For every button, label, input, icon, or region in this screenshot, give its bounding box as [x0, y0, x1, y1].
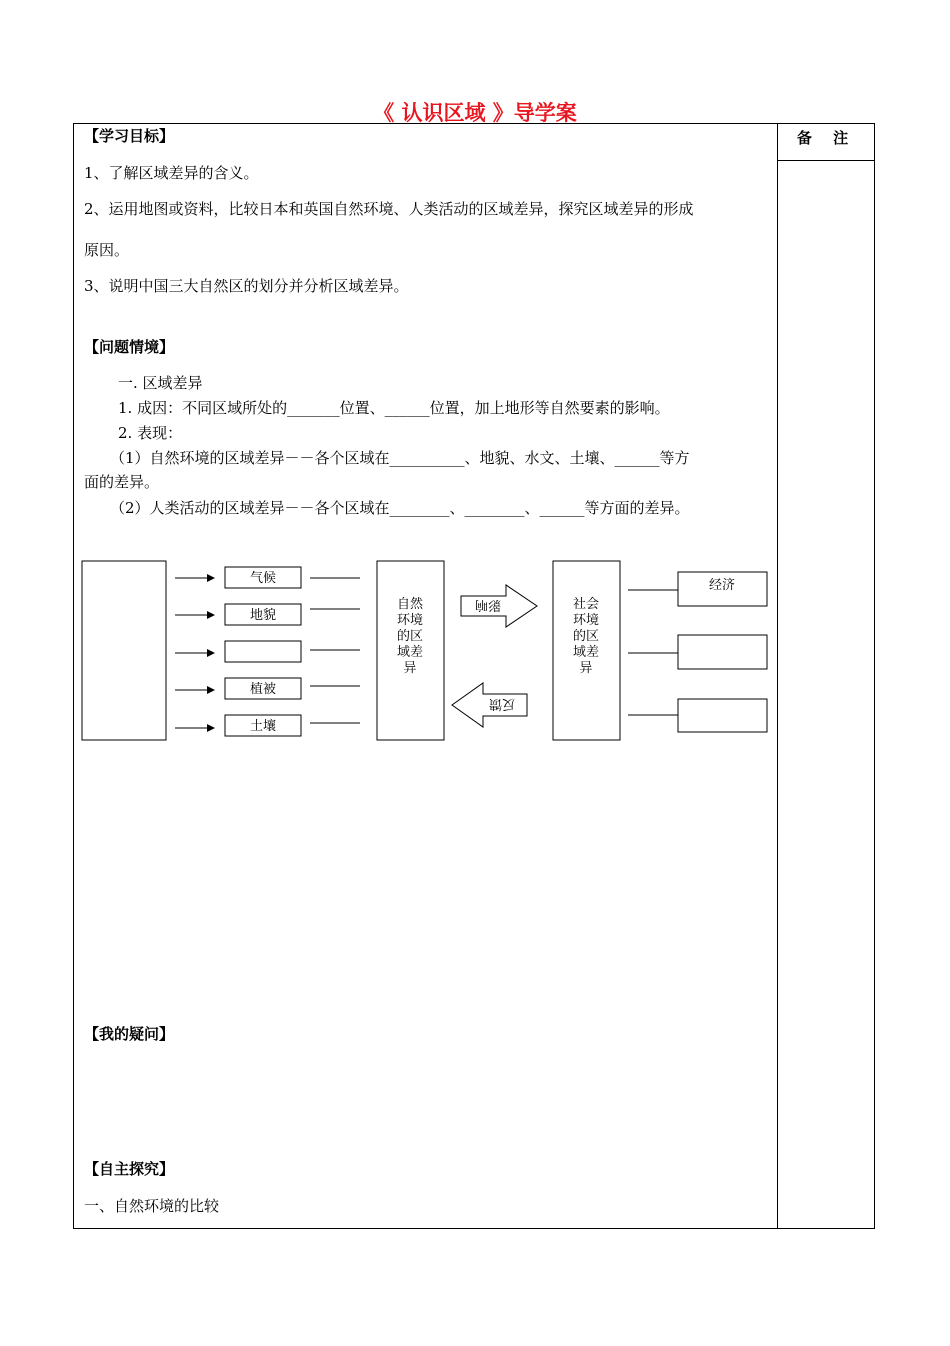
objective-item: 原因。	[84, 241, 130, 259]
situation-line: 1. 成因：不同区域所处的_______位置、______位置，加上地形等自然要素的影响。	[118, 399, 670, 417]
natural-box-text: 环境	[396, 613, 424, 628]
natural-box-text: 域差	[396, 645, 424, 660]
social-box-text: 的区	[572, 629, 600, 644]
situation-line: 面的差异。	[84, 473, 160, 491]
explore-item: 一、自然环境的比较	[84, 1197, 220, 1215]
right-box-blank	[678, 699, 767, 732]
factor-label: 植被	[249, 682, 277, 697]
objective-item: 3、说明中国三大自然区的划分并分析区域差异。	[84, 277, 409, 295]
explore-heading: 【自主探究】	[84, 1160, 175, 1178]
objective-item: 2、运用地图或资料，比较日本和英国自然环境、人类活动的区域差异，探究区域差异的形成	[84, 200, 694, 218]
situation-line: （1）自然环境的区域差异－－各个区域在__________、地貌、水文、土壤、______等方	[110, 449, 690, 467]
situation-heading: 【问题情境】	[84, 338, 175, 356]
right-box-blank	[678, 635, 767, 669]
factor-box-blank	[225, 641, 301, 662]
factor-label: 气候	[249, 571, 277, 586]
natural-box-text: 异	[403, 661, 417, 676]
questions-heading: 【我的疑问】	[84, 1025, 175, 1043]
natural-box-text: 的区	[396, 629, 424, 644]
factor-label: 土壤	[249, 719, 277, 734]
situation-line: 一. 区域差异	[118, 374, 203, 392]
factor-label: 地貌	[249, 608, 277, 623]
left-blank-box	[82, 561, 166, 740]
objectives-heading: 【学习目标】	[84, 127, 175, 145]
situation-line: 2. 表现：	[118, 424, 183, 442]
situation-line: （2）人类活动的区域差异－－各个区域在________、________、______等方面的差异。	[110, 499, 690, 517]
objective-item: 1、了解区域差异的含义。	[84, 164, 259, 182]
social-box-text: 环境	[572, 613, 600, 628]
notes-header: 备 注	[796, 129, 857, 147]
right-box-label: 经济	[708, 578, 736, 593]
feedback-arrow-label: 反馈	[488, 696, 516, 711]
social-box-text: 异	[579, 661, 593, 676]
influence-arrow-label: 影响	[474, 597, 502, 612]
natural-box-text: 自然	[396, 597, 424, 612]
page-title: 《 认识区域 》导学案	[373, 101, 577, 125]
social-box-text: 域差	[572, 645, 600, 660]
social-box-text: 社会	[572, 597, 600, 612]
